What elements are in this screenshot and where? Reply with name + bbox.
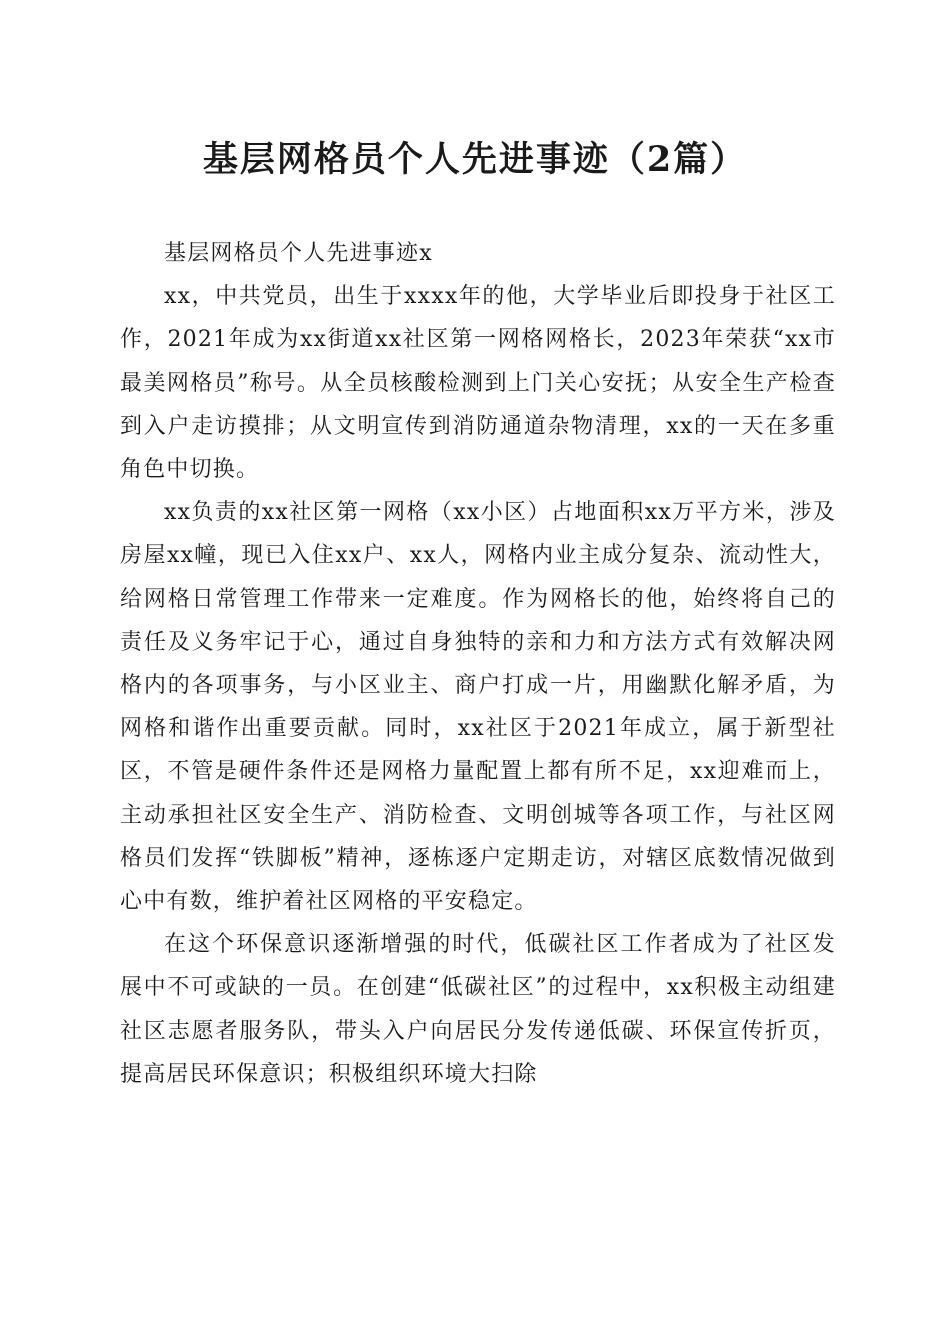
body-paragraph: xx，中共党员，出生于xxxx年的他，大学毕业后即投身于社区工作，2021年成为xx街道xx社区第一网格网格长，2023年荣获“xx市最美网格员”称号。从全员核酸检测到上门关心安抚；从安全生产检查到入户走访摸排；从文明宣传到消防通道杂物清理，xx的一天在多重角色中切换。 bbox=[120, 284, 836, 483]
body-paragraph: 在这个环保意识逐渐增强的时代，低碳社区工作者成为了社区发展中不可或缺的一员。在创建“低碳社区”的过程中，xx积极主动组建社区志愿者服务队，带头入户向居民分发传递低碳、环保宣传折页，提高居民环保意识；积极组织环境大扫除 bbox=[120, 932, 836, 1087]
subtitle-paragraph: 基层网格员个人先进事迹x bbox=[164, 241, 433, 266]
document-body bbox=[120, 232, 836, 1096]
document-title: 基层网格员个人先进事迹（2篇） bbox=[202, 139, 748, 180]
body-paragraph: xx负责的xx社区第一网格（xx小区）占地面积xx万平方米，涉及房屋xx幢，现已入住xx户、xx人，网格内业主成分复杂、流动性大，给网格日常管理工作带来一定难度。作为网格长的他，始终将自己的责任及义务牢记于心，通过自身独特的亲和力和方法方式有效解决网格内的各项事务，与小区业主、商户打成一片，用幽默化解矛盾，为网格和谐作出重要贡献。同时，xx社区于2021年成立，属于新型社区，不管是硬件条件还是网格力量配置上都有所不足，xx迎难而上，主动承担社区安全生产、消防检查、文明创城等各项工作，与社区网格员们发挥“铁脚板”精神，逐栋逐户定期走访，对辖区底数情况做到心中有数，维护着社区网格的平安稳定。 bbox=[120, 500, 836, 915]
